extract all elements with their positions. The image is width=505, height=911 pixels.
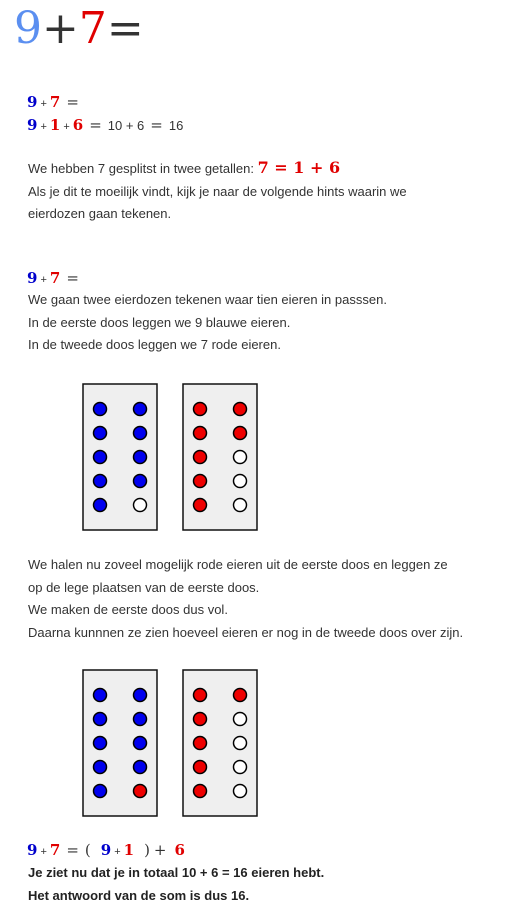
operator: + [40,121,47,133]
egg-boxes-before [83,384,257,530]
blue-egg [134,475,147,488]
empty-egg-slot [234,785,247,798]
red-egg [194,761,207,774]
paren: ( [84,841,91,859]
result: 16 [168,118,184,133]
paragraph-move-eggs [28,554,463,644]
egg-box [183,670,257,816]
number: 9 [27,269,38,287]
text-line: Je ziet nu dat je in totaal 10 + 6 = 16 eieren hebt. [28,865,325,880]
equals: = [66,841,79,859]
blue-egg [94,689,107,702]
empty-egg-slot [134,499,147,512]
number: 7 [49,841,61,859]
operator: + [153,841,167,859]
blue-egg [134,689,147,702]
equals: = [66,93,79,111]
number: 7 [49,269,61,287]
paragraph-egg-boxes [28,289,387,357]
title-number-a: 9 [14,3,42,54]
red-egg [194,427,207,440]
number: 9 [100,841,112,859]
empty-egg-slot [234,499,247,512]
red-egg [134,785,147,798]
egg-box [83,670,157,816]
blue-egg [94,785,107,798]
text-line: In de tweede doos leggen we 7 rode eieren. [28,337,281,352]
equals: = [150,116,163,134]
red-egg [194,499,207,512]
text-line: Het antwoord van de som is dus 16. [28,887,250,903]
operator: + [40,98,47,110]
paragraph-split [28,157,407,226]
empty-egg-slot [234,761,247,774]
egg-boxes-after [83,670,257,816]
blue-egg [94,499,107,512]
blue-egg [134,403,147,416]
blue-egg [134,451,147,464]
blue-egg [94,427,107,440]
red-egg [194,737,207,750]
operator: + [114,846,121,858]
title-number-b: 7 [78,3,107,54]
blue-egg [94,403,107,416]
number: 7 [49,93,61,111]
step1-equation-line2 [27,116,183,134]
red-egg [194,713,207,726]
title-equals: = [106,3,144,54]
equals: = [66,269,79,287]
empty-egg-slot [234,451,247,464]
blue-egg [134,761,147,774]
egg-box [83,384,157,530]
text-line: op de lege plaatsen van de eerste doos. [28,579,260,595]
step1-equation-line1 [27,93,85,111]
operator: + [63,121,70,133]
paren: ) [144,841,150,859]
final-equation [27,841,185,859]
red-egg [234,427,247,440]
title-plus: + [42,3,79,54]
red-egg [234,403,247,416]
egg-box [183,384,257,530]
blue-egg [134,427,147,440]
blue-egg [94,451,107,464]
text: We hebben 7 gesplitst in twee getallen: [28,161,254,176]
text-line: We gaan twee eierdozen tekenen waar tien eieren in passsen. [28,292,387,307]
blue-egg [94,713,107,726]
text-line: We halen nu zoveel mogelijk rode eieren uit de eerste doos en leggen ze [28,557,448,572]
number: 1 [123,841,135,859]
text-line: In de eerste doos leggen we 9 blauwe eieren. [28,314,291,330]
text-line: eierdozen gaan tekenen. [28,206,172,221]
number: 9 [27,841,38,859]
empty-egg-slot [234,713,247,726]
operator: + [40,846,47,858]
blue-egg [94,475,107,488]
final-conclusion [28,862,324,907]
blue-egg [94,761,107,774]
equals: = [89,116,102,134]
red-egg [194,403,207,416]
intermediate-sum: 10 + 6 [107,118,145,133]
title-equation [14,4,144,54]
step2-equation [27,269,85,287]
blue-egg [134,713,147,726]
red-egg [194,785,207,798]
text-line: We maken de eerste doos dus vol. [28,602,228,617]
text-line: Als je dit te moeilijk vindt, kijk je naar de volgende hints waarin we [28,183,407,199]
blue-egg [94,737,107,750]
number: 9 [27,116,38,134]
text-line [28,157,407,181]
operator: + [40,274,47,286]
split-formula: 7 = 1 + 6 [257,158,341,177]
red-egg [194,689,207,702]
red-egg [194,475,207,488]
empty-egg-slot [234,475,247,488]
number: 9 [27,93,38,111]
empty-egg-slot [234,737,247,750]
number: 6 [174,841,185,859]
red-egg [194,451,207,464]
blue-egg [134,737,147,750]
number: 1 [49,116,61,134]
number: 6 [72,116,84,134]
text-line: Daarna kunnnen ze zien hoeveel eieren er nog in de tweede doos over zijn. [28,624,464,640]
red-egg [234,689,247,702]
